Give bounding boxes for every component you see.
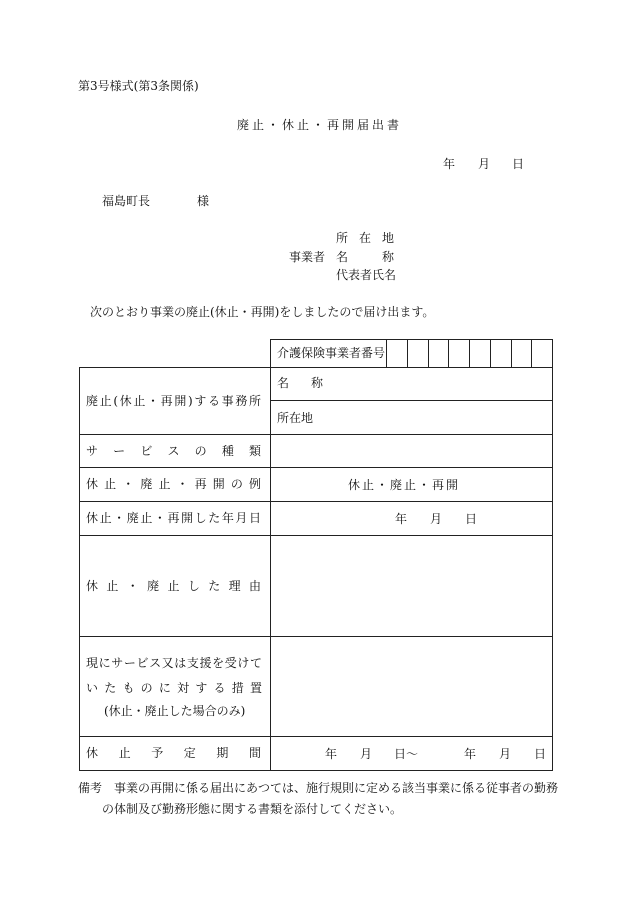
period-label: 休止予定期間 (86, 746, 261, 760)
period-cell (79, 736, 270, 770)
reason-label: 休止・廃止した理由 (86, 578, 261, 593)
provider-number-box (407, 339, 408, 367)
date-day: 日 (512, 157, 525, 171)
date-value-year: 年 (395, 512, 408, 526)
measures-label-line2: いたものに対する措置 (86, 681, 262, 695)
table-line (552, 339, 553, 771)
applicant-address-label: 所在地 (336, 231, 394, 245)
office-address-label: 所在地 (277, 411, 314, 425)
period-start-month: 月 (360, 747, 373, 761)
document-title: 廃止・休止・再開届出書 (237, 118, 403, 132)
date-value-month: 月 (430, 512, 443, 526)
date-label: 休止・廃止・再開した年月日 (86, 511, 261, 525)
period-start-day: 日〜 (394, 747, 419, 761)
addressee-name: 福島町長 (102, 194, 151, 208)
provider-number-label: 介護保険事業者番号 (277, 346, 386, 360)
period-end-month: 月 (499, 747, 512, 761)
provider-number-box (386, 339, 387, 367)
provider-number-box (490, 339, 491, 367)
applicant-name-label: 名称 (336, 250, 394, 264)
category-label: 休止・廃止・再開の例 (86, 477, 261, 491)
note-line1: 備考 事業の再開に係る届出にあつては、施行規則に定める該当事業に係る従事者の勤務 (78, 781, 559, 795)
service-type-label: サービスの種類 (86, 443, 261, 458)
applicant-representative-label: 代表者氏名 (336, 268, 397, 282)
measures-label-line1: 現にサービス又は支援を受けて (86, 656, 262, 670)
date-cell (79, 501, 270, 535)
provider-number-box (511, 339, 512, 367)
provider-number-box (428, 339, 429, 367)
period-end-day: 日 (534, 747, 547, 761)
table-line (270, 339, 271, 771)
table-line (270, 400, 553, 401)
category-cell (79, 467, 270, 501)
provider-number-box (469, 339, 470, 367)
office-label: 廃止(休止・再開)する事務所 (86, 393, 261, 408)
period-start-year: 年 (325, 747, 338, 761)
date-value-day: 日 (465, 512, 478, 526)
table-line (79, 636, 553, 637)
form-number: 第3号様式(第3条関係) (78, 79, 199, 93)
provider-number-box (448, 339, 449, 367)
measures-label-line3: (休止・廃止した場合のみ) (104, 704, 246, 718)
service-type-cell (79, 434, 270, 467)
intro-text: 次のとおり事業の廃止(休止・再開)をしましたので届け出ます。 (90, 305, 435, 319)
note-line2: の体制及び勤務形態に関する書類を添付してください。 (102, 802, 403, 816)
table-line (79, 770, 553, 771)
date-year: 年 (443, 157, 456, 171)
period-end-year: 年 (464, 747, 477, 761)
category-value: 休止・廃止・再開 (348, 478, 461, 492)
office-name-label: 名称 (277, 376, 323, 390)
date-month: 月 (478, 157, 491, 171)
applicant-group-label: 事業者 (289, 250, 326, 264)
reason-cell (79, 535, 270, 636)
provider-number-box (531, 339, 532, 367)
office-label-cell (79, 367, 270, 434)
addressee-honorific: 様 (197, 194, 210, 208)
